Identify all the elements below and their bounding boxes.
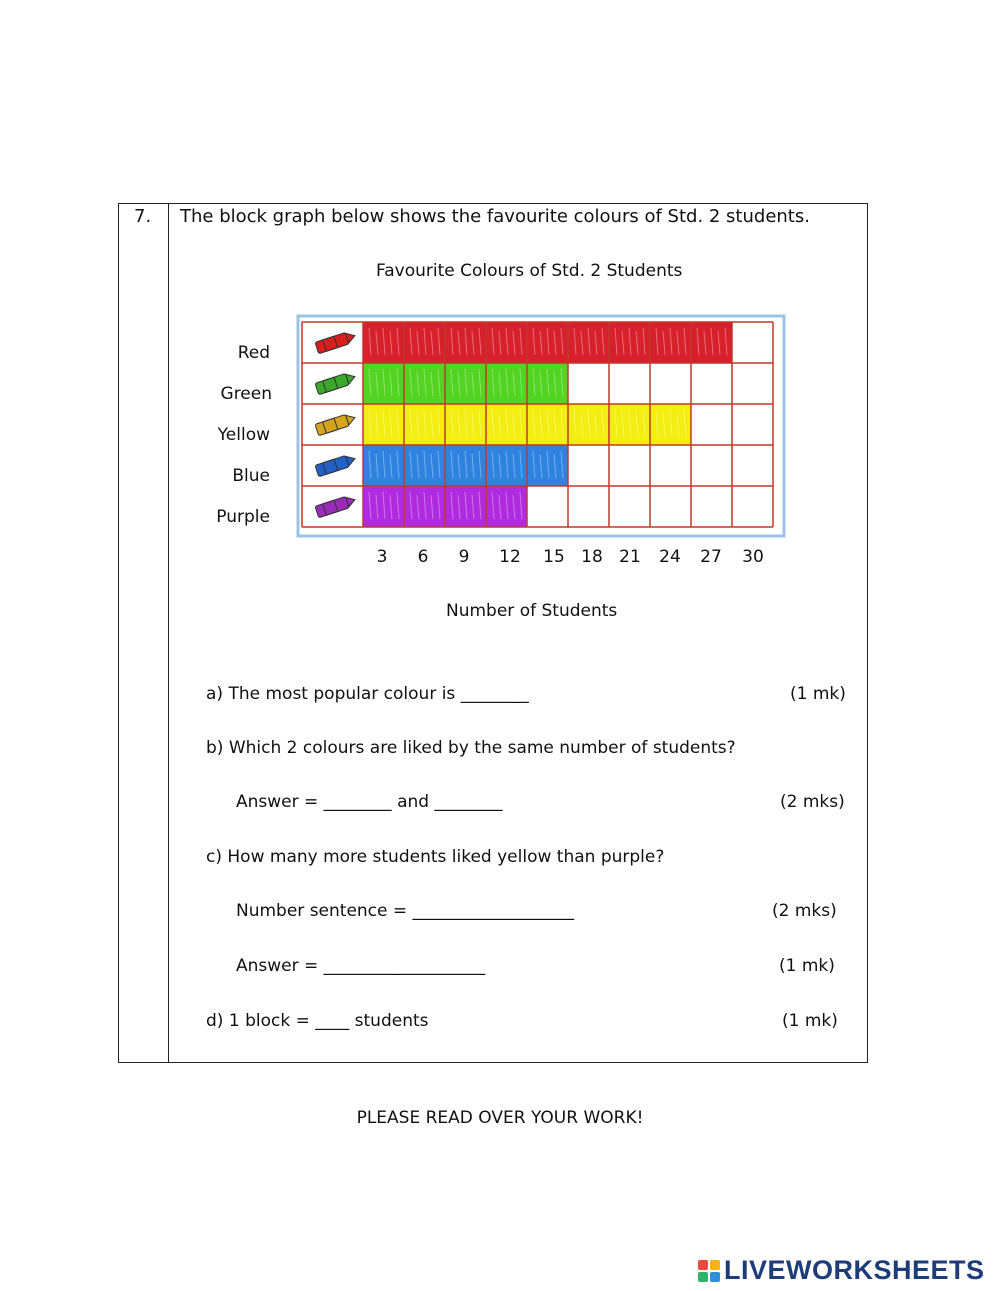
- tick-label: 27: [700, 547, 722, 567]
- footer-note: PLEASE READ OVER YOUR WORK!: [356, 1108, 644, 1128]
- part-b-answer-line: [236, 792, 502, 812]
- part-b-marks: (2 mks): [780, 792, 845, 812]
- part-b-label: b): [206, 738, 224, 758]
- tick-label: 24: [659, 547, 681, 567]
- row-label-red: Red: [237, 343, 270, 363]
- tick-label: 12: [499, 547, 521, 567]
- brand-name: LIVEWORKSHEETS: [724, 1255, 985, 1285]
- part-c-answer-label: Answer =: [236, 956, 319, 976]
- tick-label: 30: [742, 547, 764, 567]
- part-c-answer-line: [236, 956, 485, 976]
- tick-label: 9: [458, 547, 470, 567]
- part-c-label: c): [206, 847, 222, 867]
- part-a-label: a): [206, 684, 224, 704]
- question-a: [206, 684, 529, 704]
- part-a-answer-blank[interactable]: ________: [460, 684, 529, 704]
- liveworksheets-brand: [698, 1255, 985, 1286]
- part-d-text-before: 1 block =: [228, 1011, 310, 1031]
- row-label-blue: Blue: [232, 466, 270, 486]
- part-d-text-after: students: [354, 1011, 429, 1031]
- part-c-answer-marks: (1 mk): [779, 956, 835, 976]
- row-label-yellow: Yellow: [217, 425, 270, 445]
- part-c-answer-blank[interactable]: ___________________: [323, 956, 486, 976]
- part-b-and: and: [397, 792, 430, 812]
- tick-label: 18: [581, 547, 603, 567]
- question-d: [206, 1011, 428, 1031]
- part-a-marks: (1 mk): [790, 684, 846, 704]
- tick-label: 15: [543, 547, 565, 567]
- part-c-number-sentence-line: [236, 901, 574, 921]
- question-number: 7.: [134, 206, 152, 227]
- question-number-divider: [168, 203, 169, 1063]
- part-c-text: How many more students liked yellow than purple?: [227, 847, 665, 867]
- question-c: [206, 847, 664, 867]
- part-d-marks: (1 mk): [782, 1011, 838, 1031]
- question-intro: The block graph below shows the favourite colours of Std. 2 students.: [180, 206, 810, 227]
- x-axis-label: Number of Students: [446, 601, 618, 621]
- part-b-answer-blank-2[interactable]: ________: [434, 792, 503, 812]
- part-d-label: d): [206, 1011, 224, 1031]
- part-c-sentence-blank[interactable]: ___________________: [412, 901, 575, 921]
- tick-label: 6: [417, 547, 429, 567]
- row-label-purple: Purple: [216, 507, 270, 527]
- liveworksheets-logo-icon: [698, 1260, 720, 1282]
- part-a-text: The most popular colour is: [228, 684, 456, 704]
- part-b-text: Which 2 colours are liked by the same number of students?: [228, 738, 736, 758]
- part-b-answer-blank-1[interactable]: ________: [323, 792, 392, 812]
- part-c-sentence-marks: (2 mks): [772, 901, 837, 921]
- part-c-sentence-label: Number sentence =: [236, 901, 408, 921]
- block-graph: [296, 314, 788, 540]
- part-b-answer-label: Answer =: [236, 792, 319, 812]
- question-b: [206, 738, 736, 758]
- tick-label: 3: [376, 547, 388, 567]
- row-label-green: Green: [220, 384, 272, 404]
- part-d-answer-blank[interactable]: ____: [315, 1011, 350, 1031]
- tick-label: 21: [619, 547, 641, 567]
- chart-title: Favourite Colours of Std. 2 Students: [376, 261, 683, 281]
